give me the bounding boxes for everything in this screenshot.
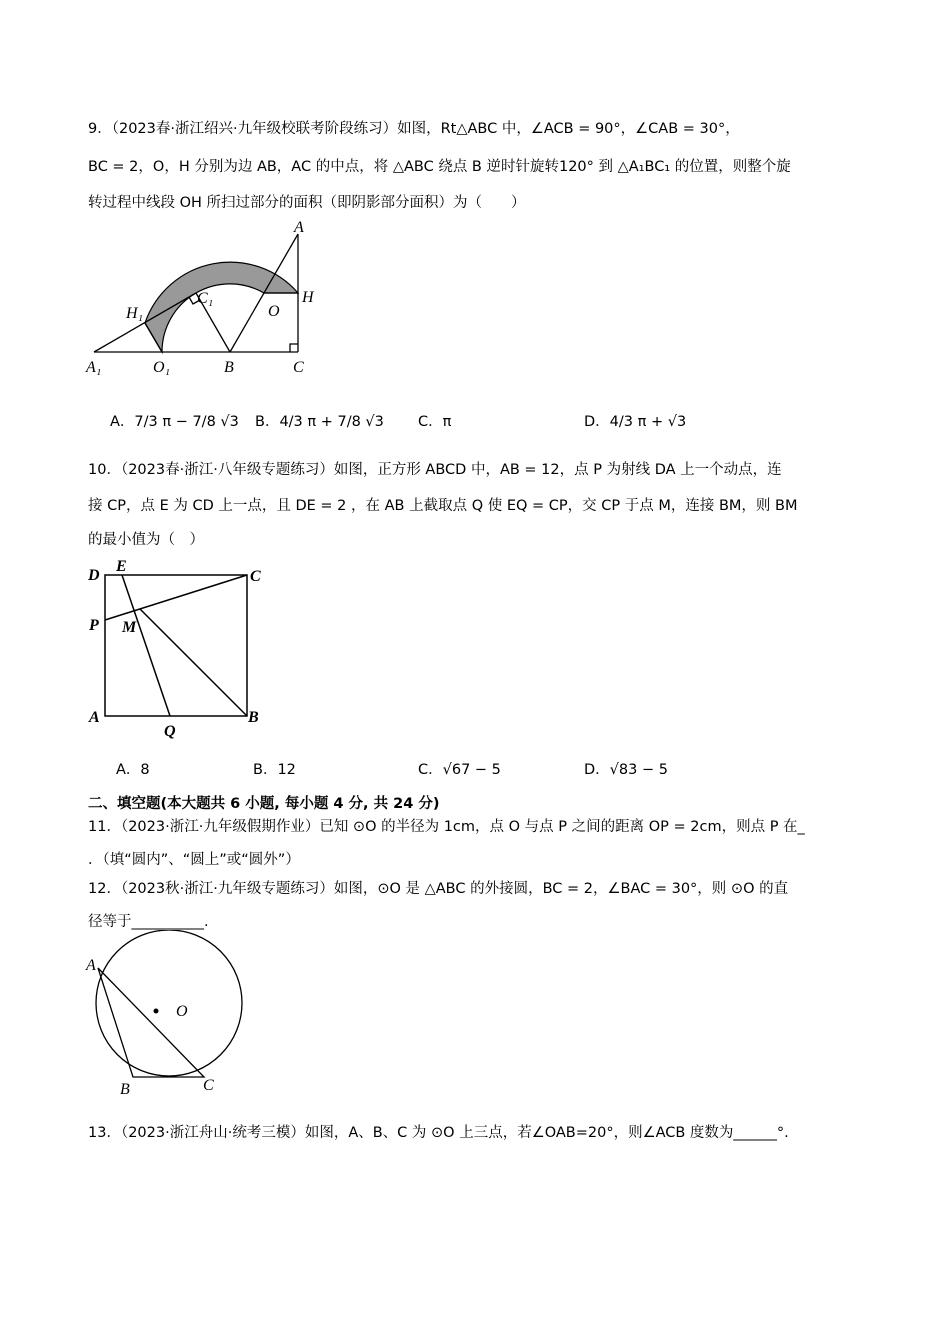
q10-line1: 10．（2023春·浙江·八年级专题练习）如图，正方形 ABCD 中，AB = 12，点 P 为射线 DA 上一个动点，连	[88, 462, 782, 478]
q9-line2: BC = 2，O，H 分别为边 AB，AC 的中点，将 △ABC 绕点 B 逆时针旋转120° 到 △A₁BC₁ 的位置，则整个旋	[88, 159, 791, 175]
label-o1: O₁	[153, 359, 171, 376]
section-heading: 二、填空题(本大题共 6 小题, 每小题 4 分, 共 24 分)	[88, 796, 440, 812]
q12-line1: 12．（2023秋·浙江·九年级专题练习）如图，⊙O 是 △ABC 的外接圆，BC = 2，∠BAC = 30°，则 ⊙O 的直	[88, 881, 789, 897]
label-b: B	[248, 709, 259, 726]
q9-figure	[0, 0, 950, 400]
q10-option-a[interactable]: A．8	[116, 762, 150, 778]
q12-line2: 径等于__________.	[88, 914, 209, 930]
q11-line2: ．（填“圆内”、“圆上”或“圆外”）	[88, 852, 300, 868]
label-o: O	[176, 1003, 188, 1020]
label-e: E	[116, 558, 127, 575]
label-c: C	[293, 359, 304, 376]
label-a: A	[294, 219, 304, 236]
label-m: M	[122, 619, 137, 636]
q10-figure	[0, 550, 300, 750]
q10-line3: 的最小值为（ ）	[88, 532, 204, 548]
label-b: B	[224, 359, 234, 376]
label-q: Q	[164, 723, 176, 740]
label-c: C	[250, 568, 261, 585]
q10-option-b[interactable]: B．12	[253, 762, 296, 778]
q9-option-c[interactable]: C．π	[418, 414, 452, 430]
q10-option-d[interactable]: D．√83 − 5	[584, 762, 668, 778]
label-h: H	[302, 289, 314, 306]
q9-option-b[interactable]: B．4/3 π + 7/8 √3	[255, 414, 384, 430]
q10-line2: 接 CP，点 E 为 CD 上一点，且 DE = 2 ，在 AB 上截取点 Q 使 EQ = CP，交 CP 于点 M，连接 BM，则 BM	[88, 498, 798, 514]
q12-figure	[0, 930, 300, 1110]
label-h1: H₁	[126, 305, 144, 322]
q9-option-a[interactable]: A．7/3 π − 7/8 √3	[110, 414, 239, 430]
q9-line1: 9．（2023春·浙江绍兴·九年级校联考阶段练习）如图，Rt△ABC 中，∠ACB = 90°，∠CAB = 30°，	[88, 121, 740, 137]
label-p: P	[89, 617, 99, 634]
q10-option-c[interactable]: C．√67 − 5	[418, 762, 501, 778]
label-d: D	[88, 567, 100, 584]
q13-line1: 13．（2023·浙江舟山·统考三模）如图，A、B、C 为 ⊙O 上三点，若∠OAB=20°，则∠ACB 度数为______°.	[88, 1125, 789, 1141]
label-b: B	[120, 1081, 130, 1098]
label-c1: C₁	[197, 290, 214, 307]
center-dot	[154, 1009, 159, 1014]
label-o: O	[268, 303, 280, 320]
label-a: A	[89, 709, 100, 726]
label-c: C	[203, 1077, 214, 1094]
label-a: A	[86, 957, 96, 974]
q9-option-d[interactable]: D．4/3 π + √3	[584, 414, 687, 430]
label-a1: A₁	[86, 359, 102, 376]
q11-line1: 11．（2023·浙江·九年级假期作业）已知 ⊙O 的半径为 1cm，点 O 与点 P 之间的距离 OP = 2cm，则点 P 在_	[88, 819, 805, 835]
q9-line3: 转过程中线段 OH 所扫过部分的面积（即阴影部分面积）为（ ）	[88, 195, 526, 211]
